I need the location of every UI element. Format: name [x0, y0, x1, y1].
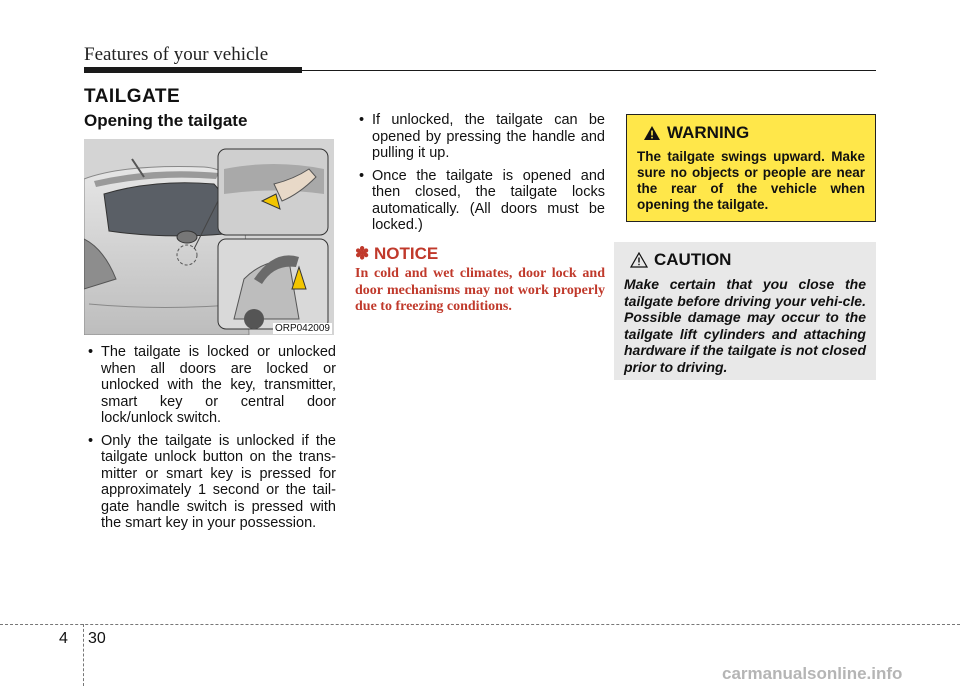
- list-item: • The tailgate is locked or unlocked when all doors are locked or unlocked with the key, transmitter, smart key or central door lock/unlock switch.: [84, 344, 336, 427]
- header-rule: [302, 70, 876, 71]
- page-number: 30: [88, 630, 106, 647]
- caution-triangle-icon: [630, 252, 648, 268]
- warning-triangle-icon: [643, 125, 661, 141]
- header-bar: [84, 67, 302, 73]
- notice-body: In cold and wet climates, door lock and door mechanisms may not work properly due to freezing conditions.: [355, 266, 605, 314]
- warning-header: [643, 123, 865, 143]
- tailgate-illustration: [84, 139, 334, 335]
- warning-box: [626, 114, 876, 222]
- list-item: • If unlocked, the tailgate can be opened by pressing the handle and pulling it up.: [355, 112, 605, 162]
- watermark: carmanualsonline.info: [722, 664, 903, 683]
- warning-title: WARNING: [667, 123, 750, 142]
- header-title: Features of your vehicle: [84, 44, 269, 65]
- sub-title: Opening the tailgate: [84, 111, 248, 130]
- caution-box: [614, 242, 876, 380]
- warning-body: The tailgate swings upward. Make sure no objects or people are near the rear of the vehicle when opening the tailgate.: [637, 149, 865, 212]
- column-2: [355, 112, 605, 316]
- figure-label: ORP042009: [274, 323, 330, 334]
- section-title: TAILGATE: [84, 86, 181, 107]
- caution-body: Make certain that you close the tailgate before driving your vehi-cle. Possible damage may occur to the tailgate lift cylinders and attaching hardware if the tailgate is not closed prior to driving.: [624, 276, 866, 375]
- caution-header: [630, 250, 866, 270]
- notice-title: ✽ NOTICE: [355, 243, 439, 263]
- chapter-number: 4: [59, 630, 68, 647]
- column-1: [84, 344, 336, 538]
- caution-title: CAUTION: [654, 250, 732, 269]
- tailgate-figure: [84, 139, 334, 335]
- list-item: • Only the tailgate is unlocked if the tailgate unlock button on the trans-mitter or smart key is pressed for approximately 1 second or the tail-gate handle switch is pressed with the smart key in your possession.: [84, 433, 336, 532]
- list-item: • Once the tailgate is opened and then closed, the tailgate locks automatically. (All doors must be locked.): [355, 168, 605, 234]
- footer-rule: [0, 624, 960, 625]
- footer-divider: [83, 624, 84, 686]
